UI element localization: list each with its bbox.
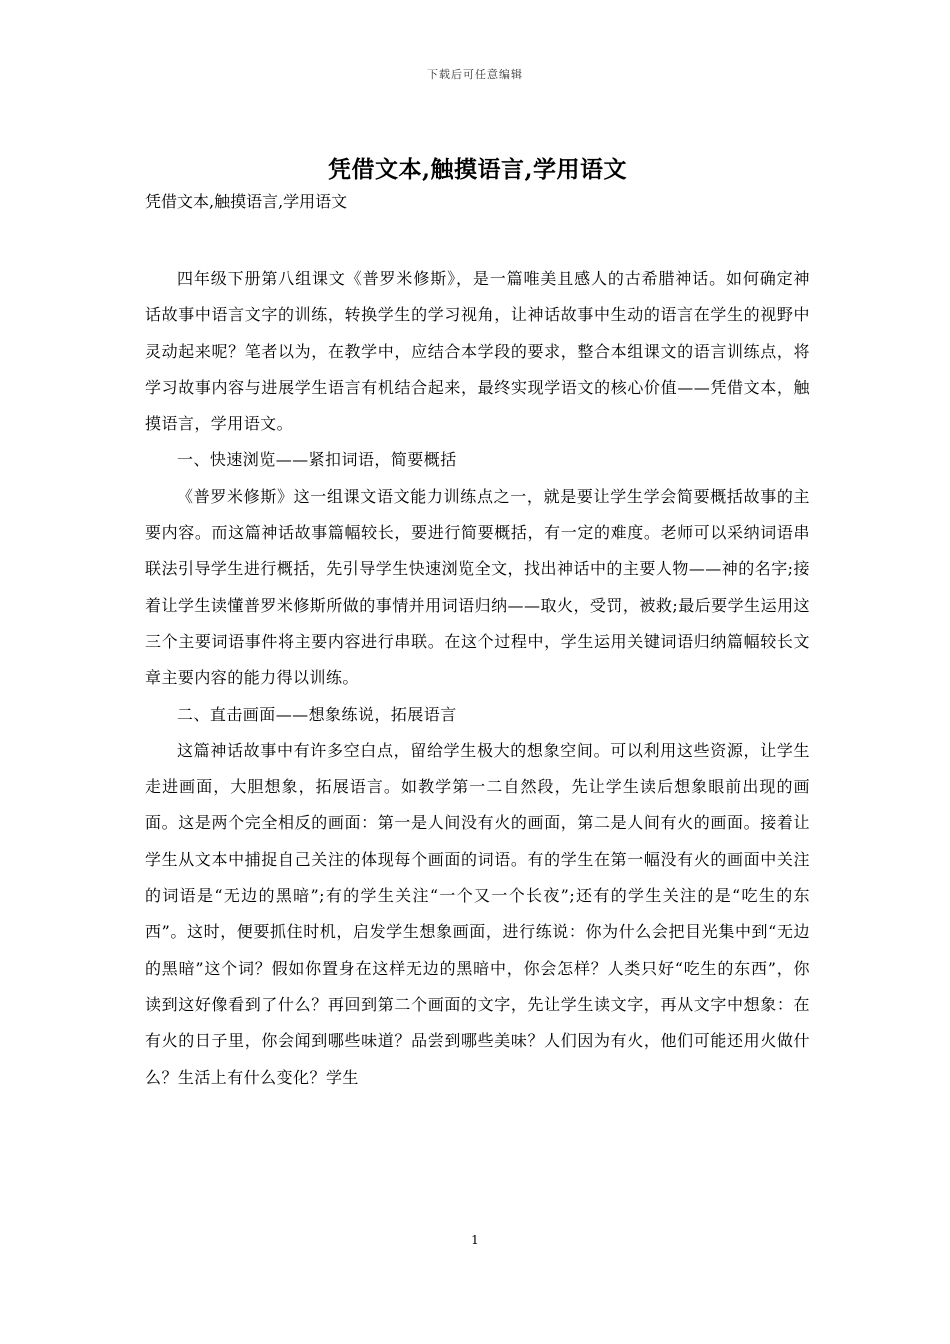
document-body — [145, 150, 810, 1096]
page-header: 下载后可任意编辑 — [427, 68, 523, 81]
page-number: 1 — [471, 1233, 479, 1247]
section-heading-2: 二、直击画面——想象练说，拓展语言 — [177, 704, 457, 724]
document-subtitle: 凭借文本,触摸语言,学用语文 — [145, 192, 348, 211]
paragraph-section-1: 《普罗米修斯》这一组课文语文能力训练点之一，就是要让学生学会简要概括故事的主要内容。而这篇神话故事篇幅较长，要进行简要概括，有一定的难度。老师可以采纳词语串联法引导学生进行概括，先引导学生快速浏览全文，找出神话中的主要人物——神的名字;接着让学生读懂普罗米修斯所做的事情并用词语归纳——取火，受罚，被救;最后要学生运用这三个主要词语事件将主要内容进行串联。在这个过程中，学生运用关键词语归纳篇幅较长文章主要内容的能力得以训练。 — [145, 486, 810, 688]
document-title: 凭借文本,触摸语言,学用语文 — [327, 156, 627, 183]
paragraph-section-2: 这篇神话故事中有许多空白点，留给学生极大的想象空间。可以利用这些资源，让学生走进画面，大胆想象，拓展语言。如教学第一二自然段，先让学生读后想象眼前出现的画面。这是两个完全相反的画面：第一是人间没有火的画面，第二是人间有火的画面。接着让学生从文本中捕捉自己关注的体现每个画面的词语。有的学生在第一幅没有火的画面中关注的词语是“无边的黑暗”;有的学生关注“一个又一个长夜”;还有的学生关注的是“吃生的东西”。这时，便要抓住时机，启发学生想象画面，进行练说：你为什么会把目光集中到“无边的黑暗”这个词？假如你置身在这样无边的黑暗中，你会怎样？人类只好“吃生的东西”，你读到这好像看到了什么？再回到第二个画面的文字，先让学生读文字，再从文字中想象：在有火的日子里，你会闻到哪些味道？品尝到哪些美味？人们因为有火，他们可能还用火做什么？生活上有什么变化？学生 — [145, 740, 810, 1087]
section-heading-1: 一、快速浏览——紧扣词语，简要概括 — [177, 450, 457, 470]
paragraph-intro: 四年级下册第八组课文《普罗米修斯》，是一篇唯美且感人的古希腊神话。如何确定神话故事中语言文字的训练，转换学生的学习视角，让神话故事中生动的语言在学生的视野中灵动起来呢？笔者以为，在教学中，应结合本学段的要求，整合本组课文的语言训练点，将学习故事内容与进展学生语言有机结合起来，最终实现学语文的核心价值——凭借文本，触摸语言，学用语文。 — [145, 269, 810, 434]
